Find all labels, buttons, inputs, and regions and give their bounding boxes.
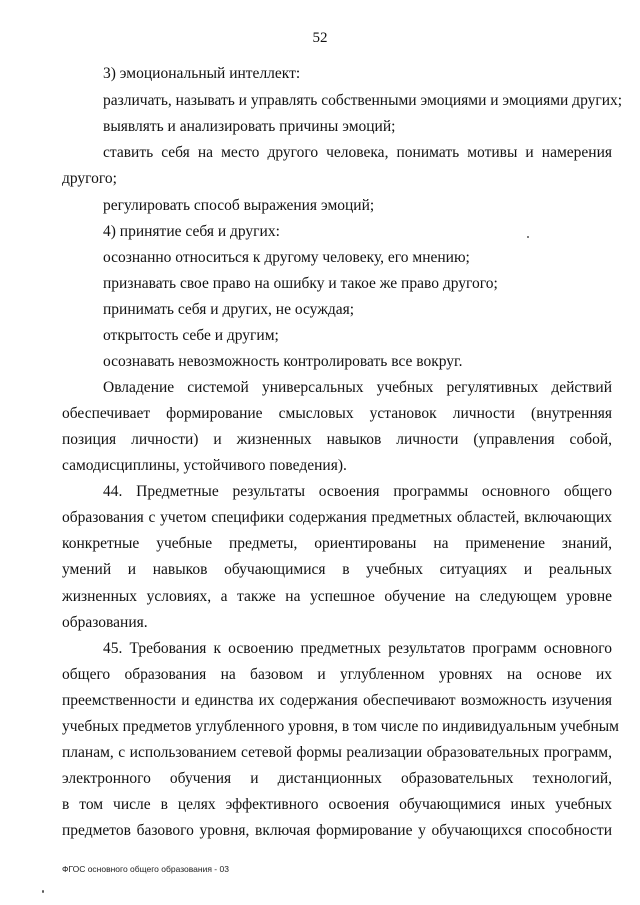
- text-line: образования с учетом специфики содержания предметных областей, включающих: [62, 509, 612, 526]
- text-line: 45. Требования к освоению предметных результатов программ основного: [103, 640, 612, 657]
- text-line: конкретные учебные предметы, ориентированы на применение знаний,: [62, 535, 612, 552]
- text-line: другого;: [62, 170, 117, 187]
- text-line: обеспечивает формирование смысловых установок личности (внутренняя: [62, 405, 612, 422]
- text-line: самодисциплины, устойчивого поведения).: [62, 457, 347, 474]
- text-line: различать, называть и управлять собственными эмоциями и эмоциями других;: [103, 92, 623, 109]
- text-line: ставить себя на место другого человека, понимать мотивы и намерения: [103, 144, 612, 161]
- text-line: 4) принятие себя и других:: [103, 223, 280, 240]
- text-line: учебных предметов углубленного уровня, в том числе по индивидуальным учебным: [62, 718, 619, 735]
- text-line: принимать себя и других, не осуждая;: [103, 301, 355, 318]
- text-line: 44. Предметные результаты освоения программы основного общего: [103, 483, 612, 500]
- scan-speck: [527, 236, 529, 238]
- text-line: регулировать способ выражения эмоций;: [103, 197, 375, 214]
- text-line: образования.: [62, 614, 148, 631]
- scan-speck: [42, 890, 44, 893]
- text-line: жизненных условиях, а также на успешное обучение на следующем уровне: [62, 588, 612, 605]
- text-line: признавать свое право на ошибку и такое же право другого;: [103, 275, 498, 292]
- text-line: выявлять и анализировать причины эмоций;: [103, 118, 396, 135]
- text-line: открытость себе и другим;: [103, 327, 279, 344]
- text-line: общего образования на базовом и углубленном уровнях на основе их: [62, 666, 612, 683]
- text-line: электронного обучения и дистанционных образовательных технологий,: [62, 770, 612, 787]
- text-line: Овладение системой универсальных учебных регулятивных действий: [103, 379, 612, 396]
- text-line: осознавать невозможность контролировать все вокруг.: [103, 353, 463, 370]
- text-line: предметов базового уровня, включая формирование у обучающихся способности: [62, 822, 612, 839]
- text-line: 3) эмоциональный интеллект:: [103, 65, 301, 82]
- text-line: планам, с использованием сетевой формы реализации образовательных программ,: [62, 744, 612, 761]
- document-footer: ФГОС основного общего образования - 03: [62, 864, 229, 874]
- text-line: преемственности и единства их содержания обеспечивают возможность изучения: [62, 692, 612, 709]
- text-line: позиция личности) и жизненных навыков личности (управления собой,: [62, 431, 612, 448]
- text-line: умений и навыков обучающимися в учебных ситуациях и реальных: [62, 561, 612, 578]
- text-line: в том числе в целях эффективного освоения обучающимися иных учебных: [62, 796, 612, 813]
- text-line: осознанно относиться к другому человеку, его мнению;: [103, 249, 470, 266]
- page-number: 52: [312, 30, 328, 46]
